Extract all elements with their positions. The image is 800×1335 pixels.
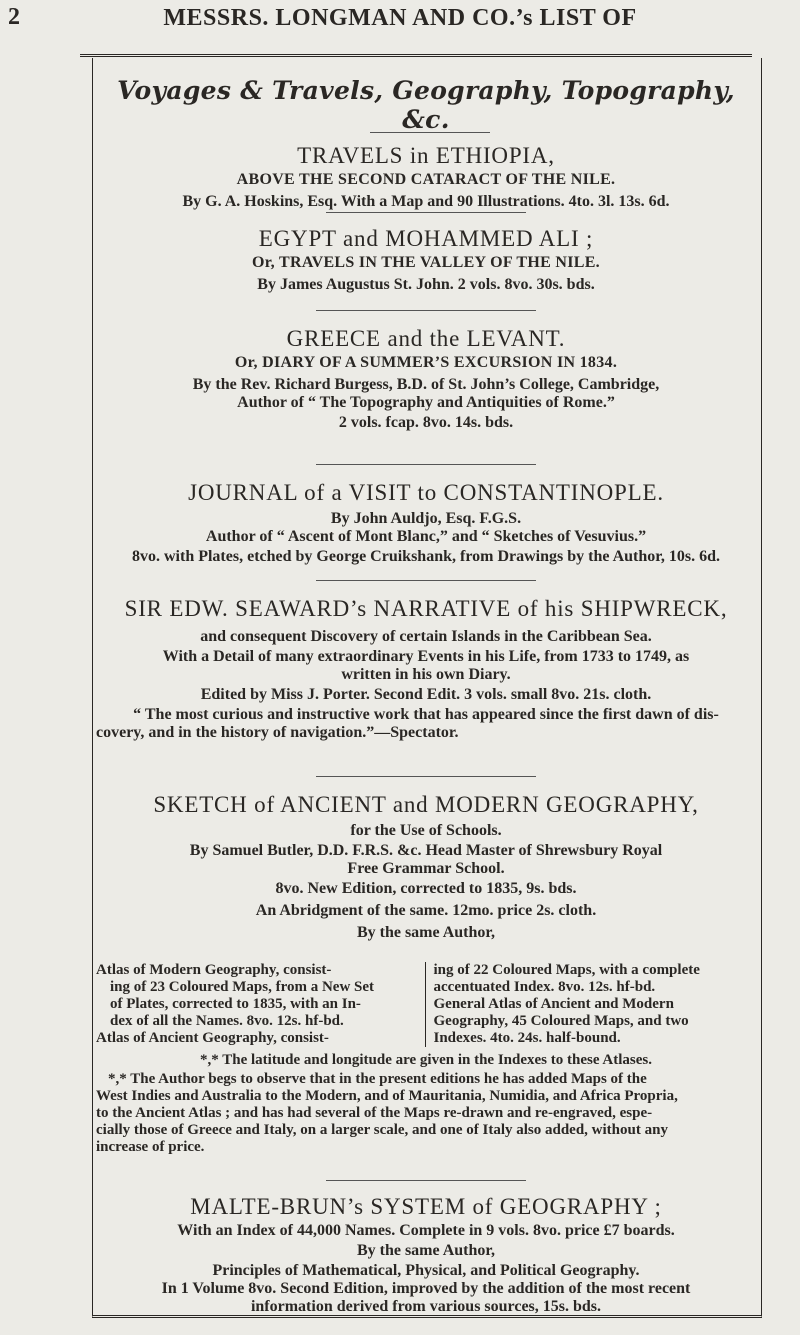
note-line: increase of price. (96, 1139, 205, 1155)
atlas-column-right (426, 962, 757, 1047)
running-head: MESSRS. LONGMAN AND CO.’s LIST OF (163, 5, 637, 31)
entry-constantinople (96, 480, 756, 566)
entry-line: 2 vols. fcap. 8vo. 14s. bds. (338, 414, 514, 431)
entry-line: By the same Author, (356, 924, 496, 941)
entry-geography (96, 792, 756, 942)
entry-title: TRAVELS in ETHIOPIA, (297, 143, 555, 168)
entry-egypt (96, 226, 756, 294)
entry-line: By John Auldjo, Esq. F.G.S. (330, 510, 522, 527)
section-heading: Voyages & Travels, Geography, Topography, &c. (117, 76, 735, 134)
entry-subtitle: Or, DIARY OF A SUMMER’S EXCURSION IN 1834. (234, 354, 618, 371)
entry-line: Author of “ The Topography and Antiquities of Rome.” (237, 394, 615, 411)
divider (316, 580, 536, 581)
entry-line: Author of “ Ascent of Mont Blanc,” and “ Sketches of Vesuvius.” (205, 528, 647, 545)
entry-subtitle: Or, TRAVELS IN THE VALLEY OF THE NILE. (252, 254, 600, 271)
entry-malte-brun (96, 1194, 756, 1316)
divider (326, 212, 526, 213)
entry-title: SIR EDW. SEAWARD’s NARRATIVE of his SHIPWRECK, (124, 596, 728, 621)
entry-line: information derived from various sources, 15s. bds. (250, 1298, 602, 1315)
column-line: of Plates, corrected to 1835, with an In- (110, 996, 361, 1012)
page-number: 2 (8, 4, 20, 30)
column-line: dex of all the Names. 8vo. 12s. hf-bd. (110, 1013, 344, 1029)
column-line: Indexes. 4to. 24s. half-bound. (433, 1030, 621, 1046)
entry-seaward (96, 596, 756, 742)
divider (316, 776, 536, 777)
entry-greece (96, 326, 756, 432)
entry-subtitle: ABOVE THE SECOND CATARACT OF THE NILE. (236, 171, 616, 188)
atlas-column-left (96, 962, 426, 1047)
note-line: *,* The Author begs to observe that in the present editions he has added Maps of the (108, 1071, 647, 1087)
column-line: Geography, 45 Coloured Maps, and two (433, 1013, 689, 1029)
entry-line: Principles of Mathematical, Physical, and Political Geography. (212, 1262, 640, 1279)
atlas-columns (96, 962, 756, 1047)
entry-line: Free Grammar School. (347, 860, 505, 877)
entry-line: 8vo. New Edition, corrected to 1835, 9s. bds. (275, 880, 577, 897)
entry-line: In 1 Volume 8vo. Second Edition, improved by the addition of the most recent (161, 1280, 691, 1297)
entry-line: With an Index of 44,000 Names. Complete in 9 vols. 8vo. price £7 boards. (177, 1222, 675, 1239)
entry-line: With a Detail of many extraordinary Events in his Life, from 1733 to 1749, as (162, 648, 690, 665)
entry-ethiopia (96, 143, 756, 211)
column-line: General Atlas of Ancient and Modern (433, 996, 674, 1012)
entry-line: An Abridgment of the same. 12mo. price 2s. cloth. (255, 902, 597, 919)
column-line: accentuated Index. 8vo. 12s. hf-bd. (433, 979, 656, 995)
entry-title: MALTE-BRUN’s SYSTEM of GEOGRAPHY ; (190, 1194, 662, 1219)
entry-line: By the same Author, (356, 1242, 496, 1259)
column-line: ing of 22 Coloured Maps, with a complete (433, 962, 700, 978)
entry-line: By Samuel Butler, D.D. F.R.S. &c. Head Master of Shrewsbury Royal (189, 842, 663, 859)
divider (326, 1180, 526, 1181)
entry-line: and consequent Discovery of certain Islands in the Caribbean Sea. (200, 628, 652, 645)
entry-title: SKETCH of ANCIENT and MODERN GEOGRAPHY, (153, 792, 699, 817)
entry-title: GREECE and the LEVANT. (286, 326, 566, 351)
divider (316, 310, 536, 311)
top-rule (80, 54, 752, 57)
column-line: Atlas of Ancient Geography, consist- (96, 1030, 329, 1046)
note-line: cially those of Greece and Italy, on a larger scale, and one of Italy also added, without any (96, 1122, 668, 1138)
note-line: to the Ancient Atlas ; and has had several of the Maps re-drawn and re-engraved, espe- (96, 1105, 653, 1121)
column-line: ing of 23 Coloured Maps, from a New Set (110, 979, 375, 995)
entry-line: written in his own Diary. (341, 666, 511, 683)
entry-title: JOURNAL of a VISIT to CONSTANTINOPLE. (188, 480, 664, 505)
column-line: Atlas of Modern Geography, consist- (96, 962, 332, 978)
note-line: West Indies and Australia to the Modern, and of Mauritania, Numidia, and Africa Propria, (96, 1088, 678, 1104)
entry-line: 8vo. with Plates, etched by George Cruikshank, from Drawings by the Author, 10s. 6d. (131, 548, 721, 565)
entry-line: By James Augustus St. John. 2 vols. 8vo. 30s. bds. (257, 276, 595, 293)
divider (316, 464, 536, 465)
note-line: *,* The latitude and longitude are given in the Indexes to these Atlases. (200, 1052, 652, 1068)
entry-line: By the Rev. Richard Burgess, B.D. of St. John’s College, Cambridge, (192, 376, 660, 393)
entry-line: covery, and in the history of navigation.”—Spectator. (96, 724, 459, 741)
entry-title: EGYPT and MOHAMMED ALI ; (258, 226, 594, 251)
atlas-notes (96, 1052, 756, 1156)
entry-line: By G. A. Hoskins, Esq. With a Map and 90 Illustrations. 4to. 3l. 13s. 6d. (182, 193, 670, 210)
divider (370, 132, 490, 133)
entry-line: “ The most curious and instructive work that has appeared since the first dawn of dis- (133, 706, 719, 723)
entry-line: for the Use of Schools. (350, 822, 502, 839)
entry-line: Edited by Miss J. Porter. Second Edit. 3 vols. small 8vo. 21s. cloth. (200, 686, 652, 703)
